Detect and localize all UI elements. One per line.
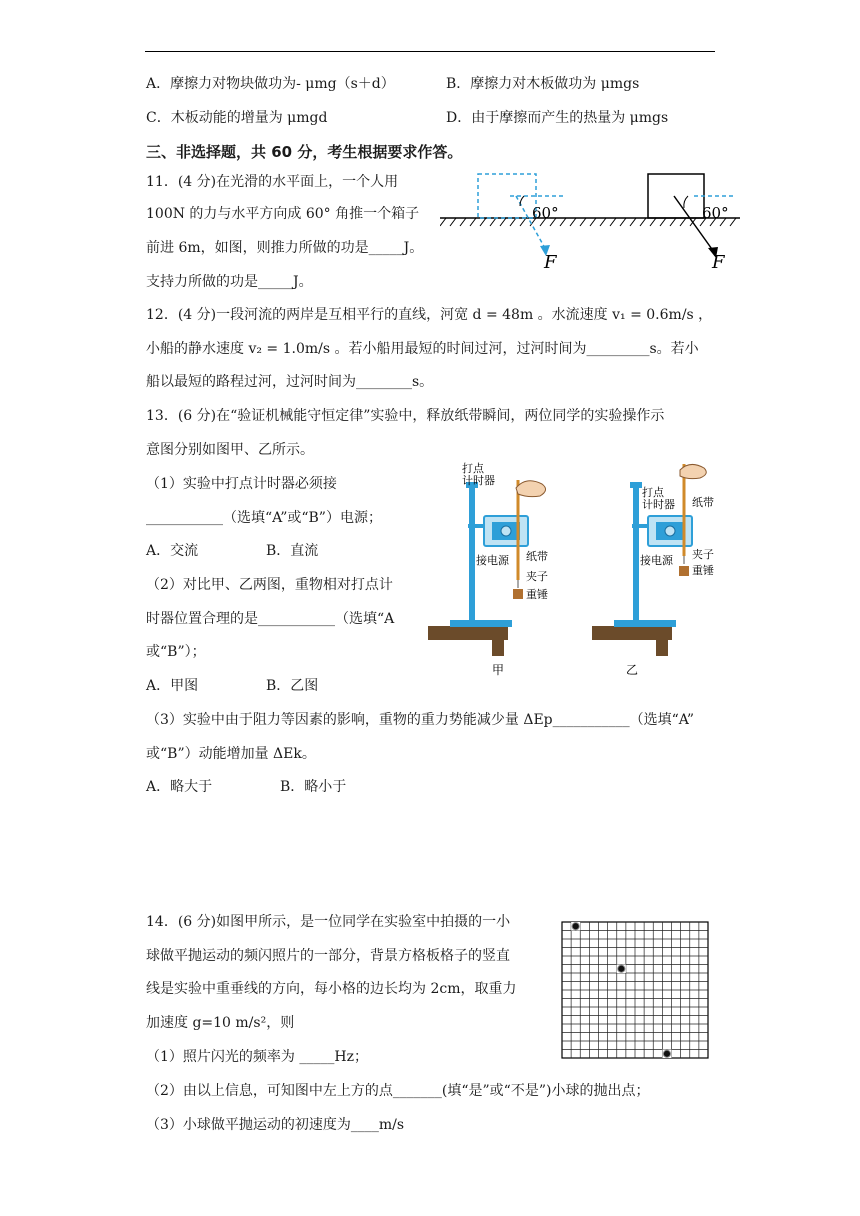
yi-tape-label: 纸带 [692, 496, 714, 509]
q13-s3-opt-b: B．略小于 [280, 779, 347, 795]
jia-timer-label-1: 打点 [462, 462, 484, 475]
ball-marker [618, 965, 625, 972]
q13-s1-opt-a: A．交流 [146, 543, 199, 559]
q13-s3-opt-a: A．略大于 [146, 779, 213, 795]
jia-weight-label: 重锤 [526, 588, 548, 601]
q14-grid-figure [560, 920, 710, 1060]
q14-s3: （3）小球做平抛运动的初速度为____m/s [146, 1117, 405, 1133]
q11-figure [440, 168, 740, 278]
force-right-label: F [712, 252, 725, 273]
q12-line3: 船以最短的路程过河，过河时间为________s。 [146, 374, 434, 390]
q11-line1: 11．(4 分)在光滑的水平面上，一个人用 [146, 174, 399, 190]
ball-marker [572, 923, 579, 930]
q13-s3a: （3）实验中由于阻力等因素的影响，重物的重力势能减少量 ΔEp___________（选填“A” [146, 712, 695, 728]
q13-s2a: （2）对比甲、乙两图，重物相对打点计 [146, 577, 393, 593]
q11-line4: 支持力所做的功是_____J。 [146, 274, 313, 290]
section-title: 三、非选择题，共 60 分，考生根据要求作答。 [146, 143, 463, 161]
yi-timer-label-2: 计时器 [642, 498, 675, 511]
yi-timer-label-1: 打点 [642, 486, 664, 499]
q13-s2-opt-b: B．乙图 [266, 678, 319, 694]
q13-s2-opt-a: A．甲图 [146, 678, 199, 694]
yi-weight-label: 重锤 [692, 564, 714, 577]
jia-power-label: 接电源 [476, 554, 509, 567]
q13-figure-yi [592, 460, 742, 680]
q12-line1: 12．(4 分)一段河流的两岸是互相平行的直线，河宽 d = 48m 。水流速度 v₁ = 0.6m/s ， [146, 307, 713, 323]
q13-s2c: 或“B”）； [146, 644, 206, 660]
angle-left-label: 60° [532, 204, 559, 222]
option-10c: C．木板动能的增量为 μmgd [146, 110, 328, 126]
q13-s1b: ___________（选填“A”或“B”）电源； [146, 510, 382, 526]
q13-figure-jia [428, 460, 578, 680]
q13-s3b: 或“B”）动能增加量 ΔEk。 [146, 746, 316, 762]
q13-s1-opt-b: B．直流 [266, 543, 319, 559]
jia-caption: 甲 [492, 663, 505, 677]
q14-line4: 加速度 g=10 m/s²，则 [146, 1015, 295, 1031]
option-10b: B．摩擦力对木板做功为 μmgs [446, 76, 640, 92]
q13-line2: 意图分别如图甲、乙所示。 [146, 442, 314, 458]
q13-s1a: （1）实验中打点计时器必须接 [146, 476, 337, 492]
yi-caption: 乙 [626, 663, 639, 677]
q14-line1: 14．(6 分)如图甲所示，是一位同学在实验室中拍摄的一小 [146, 914, 511, 930]
jia-tape-label: 纸带 [526, 550, 548, 563]
q11-line3: 前进 6m，如图，则推力所做的功是_____J。 [146, 240, 424, 256]
q13-line1: 13．(6 分)在“验证机械能守恒定律”实验中，释放纸带瞬间，两位同学的实验操作示 [146, 408, 665, 424]
q11-line2: 100N 的力与水平方向成 60° 角推一个箱子 [146, 206, 420, 222]
angle-right-label: 60° [702, 204, 729, 222]
ball-marker [663, 1050, 670, 1057]
option-10a: A．摩擦力对物块做功为- μmg（s＋d） [146, 76, 395, 92]
yi-power-label: 接电源 [640, 554, 673, 567]
q12-line2: 小船的静水速度 v₂ = 1.0m/s 。若小船用最短的时间过河，过河时间为_________s。若小 [146, 341, 699, 357]
q13-s2b: 时器位置合理的是___________（选填“A [146, 611, 395, 627]
q14-line3: 线是实验中重垂线的方向，每小格的边长均为 2cm，取重力 [146, 981, 517, 997]
q14-line2: 球做平抛运动的频闪照片的一部分，背景方格板格子的竖直 [146, 948, 510, 964]
force-left-label: F [544, 252, 557, 273]
q14-s1: （1）照片闪光的频率为 _____Hz； [146, 1049, 368, 1065]
yi-clip-label: 夹子 [692, 548, 714, 561]
q14-s2: （2）由以上信息，可知图中左上方的点_______(填“是”或“不是”)小球的抛出点； [146, 1083, 650, 1099]
jia-timer-label-2: 计时器 [462, 474, 495, 487]
jia-clip-label: 夹子 [526, 570, 548, 583]
option-10d: D．由于摩擦而产生的热量为 μmgs [446, 110, 669, 126]
top-rule [145, 51, 715, 52]
